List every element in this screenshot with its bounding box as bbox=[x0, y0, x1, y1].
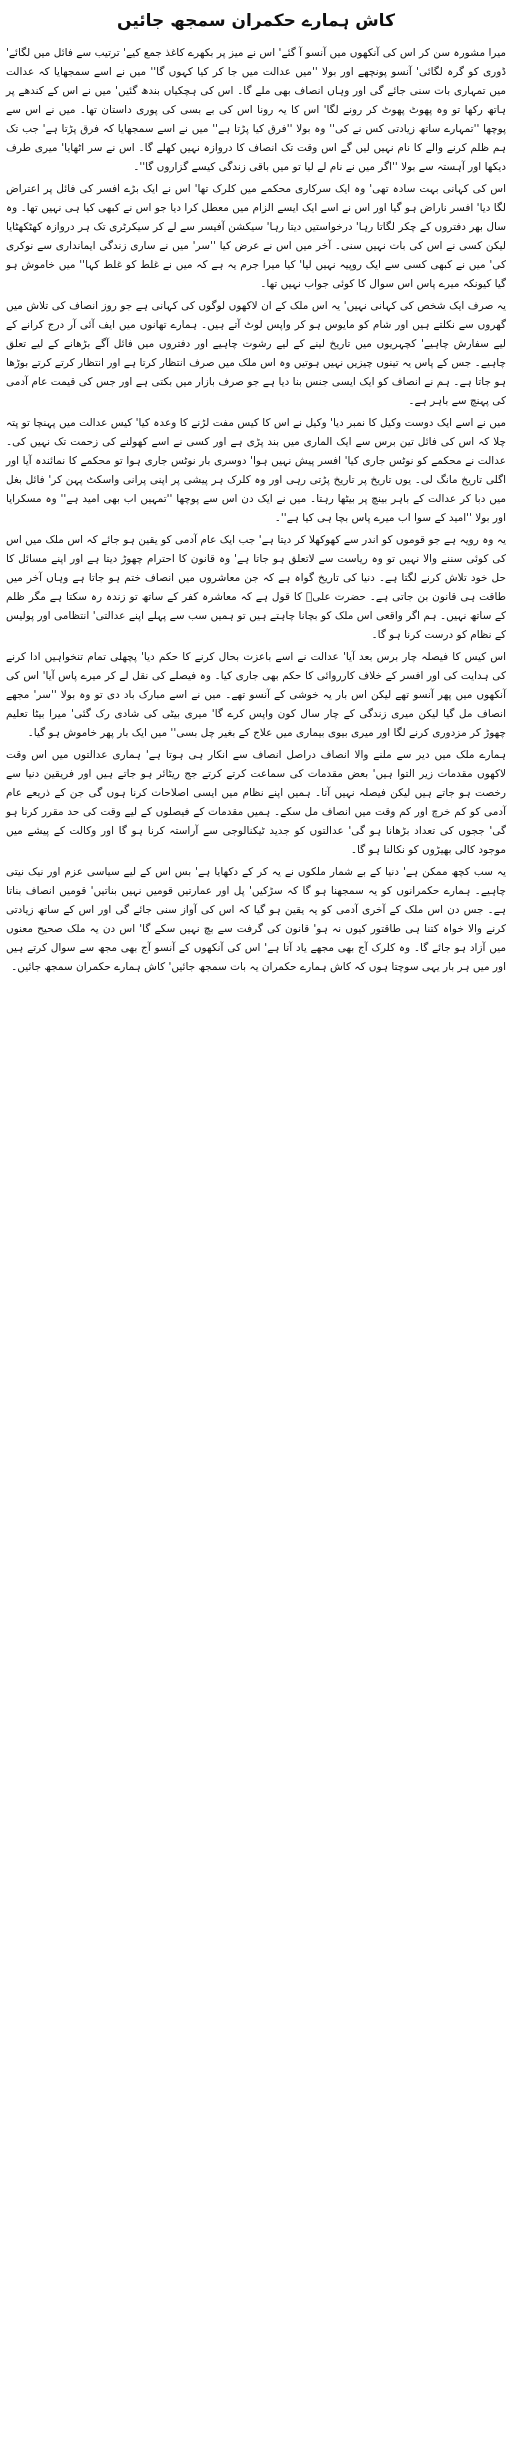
article-paragraph: میں نے اسے ایک دوست وکیل کا نمبر دیا' وکیل نے اس کا کیس مفت لڑنے کا وعدہ کیا' کیس عدالت میں پہنچا تو پتہ چلا کہ اس کی فائل تین برس سے ایک الماری میں بند پڑی ہے اور کسی نے اسے کھولنے کی زحمت تک نہیں کی۔ عدالت نے محکمے کو نوٹس جاری کیا' افسر پیش نہیں ہوا' دوسری بار نوٹس جاری ہوا تو محکمے کا نمائندہ آیا اور اگلی تاریخ مانگ لی۔ یوں تاریخ پر تاریخ پڑتی رہی اور وہ کلرک ہر پیشی پر اپنی پرانی واسکٹ پہن کر' فائل بغل میں دبا کر عدالت کے باہر بینچ پر بیٹھا رہتا۔ میں نے ایک دن اس سے پوچھا ''تمہیں اب بھی امید ہے'' وہ مسکرایا اور بولا ''امید کے سوا اب میرے پاس بچا ہی کیا ہے''۔ bbox=[6, 417, 506, 524]
article-paragraph: میرا مشورہ سن کر اس کی آنکھوں میں آنسو آ گئے' اس نے میز پر بکھرے کاغذ جمع کیے' ترتیب سے فائل میں لگائے' ڈوری کو گرہ لگائی' آنسو پونچھے اور بولا ''میں عدالت میں جا کر کیا کہوں گا'' میں نے اسے سمجھایا کہ عدالت میں تمہاری بات سنی جائے گی اور وہاں انصاف بھی ملے گا۔ اس کی ہچکیاں بندھ گئیں' میں نے اس کے کندھے پر ہاتھ رکھا تو وہ پھوٹ پھوٹ کر رونے لگا' اس کا یہ رونا اس کی بے بسی کی پوری داستان تھا۔ میں نے اس سے پوچھا ''تمہارے ساتھ زیادتی کس نے کی'' وہ بولا ''فرق کیا پڑتا ہے'' میں نے اسے سمجھایا کہ فرق پڑتا ہے' جب تک ہم ظلم کرنے والے کا نام نہیں لیں گے اس وقت تک انصاف کا دروازہ نہیں کھلے گا۔ اس نے سر اٹھایا' میری طرف دیکھا اور آہستہ سے بولا ''اگر میں نے نام لے لیا تو میں باقی زندگی کیسے گزاروں گا''۔ bbox=[6, 47, 506, 173]
article-paragraph: یہ وہ رویہ ہے جو قوموں کو اندر سے کھوکھلا کر دیتا ہے' جب ایک عام آدمی کو یقین ہو جائے کہ اس ملک میں اس کی کوئی سننے والا نہیں تو وہ ریاست سے لاتعلق ہو جاتا ہے' وہ قانون کا احترام چھوڑ دیتا ہے اور اپنے مسائل کا حل خود تلاش کرنے لگتا ہے۔ دنیا کی تاریخ گواہ ہے کہ جن معاشروں میں انصاف ختم ہو جاتا ہے وہاں آخر میں طاقت ہی قانون بن جاتی ہے۔ حضرت علیؓ کا قول ہے کہ معاشرہ کفر کے ساتھ تو زندہ رہ سکتا ہے مگر ظلم کے ساتھ نہیں۔ ہم اگر واقعی اس ملک کو بچانا چاہتے ہیں تو ہمیں سب سے پہلے اپنے عدالتی' انتظامی اور پولیس کے نظام کو درست کرنا ہو گا۔ bbox=[6, 534, 506, 641]
article-title: کاش ہمارے حکمران سمجھ جائیں bbox=[117, 11, 395, 31]
article-paragraph: یہ سب کچھ ممکن ہے' دنیا کے بے شمار ملکوں نے یہ کر کے دکھایا ہے' بس اس کے لیے سیاسی عزم اور نیک نیتی چاہیے۔ ہمارے حکمرانوں کو یہ سمجھنا ہو گا کہ سڑکیں' پل اور عمارتیں قومیں نہیں بناتیں' قومیں انصاف بناتا ہے۔ جس دن اس ملک کے آخری آدمی کو یہ یقین ہو گیا کہ اس کی آواز سنی جائے گی اور اس کے ساتھ زیادتی کرنے والا خواہ کتنا ہی طاقتور کیوں نہ ہو' قانون کی گرفت سے بچ نہیں سکے گا' اس دن یہ ملک صحیح معنوں میں آزاد ہو جائے گا۔ وہ کلرک آج بھی مجھے یاد آتا ہے' اس کی آنکھوں کے آنسو آج بھی مجھ سے سوال کرتے ہیں اور میں ہر بار یہی سوچتا ہوں کہ کاش ہمارے حکمران یہ بات سمجھ جائیں' کاش ہمارے حکمران سمجھ جائیں۔ bbox=[6, 866, 506, 973]
article-paragraph: اس کیس کا فیصلہ چار برس بعد آیا' عدالت نے اسے باعزت بحال کرنے کا حکم دیا' پچھلی تمام تنخواہیں ادا کرنے کی ہدایت کی اور افسر کے خلاف کارروائی کا حکم بھی جاری کیا۔ وہ فیصلے کی نقل لے کر میرے پاس آیا' اس کی آنکھوں میں پھر آنسو تھے لیکن اس بار یہ خوشی کے آنسو تھے۔ میں نے اسے مبارک باد دی تو وہ بولا ''سر' مجھے انصاف مل گیا لیکن میری زندگی کے چار سال کون واپس کرے گا' میری بیٹی کی شادی رک گئی' میرا بیٹا تعلیم چھوڑ کر مزدوری کرنے لگا اور میری بیوی بیماری میں علاج کے بغیر چل بسی'' میں ایک بار پھر خاموش ہو گیا۔ bbox=[6, 651, 506, 739]
article-paragraph: یہ صرف ایک شخص کی کہانی نہیں' یہ اس ملک کے ان لاکھوں لوگوں کی کہانی ہے جو روز انصاف کی تلاش میں گھروں سے نکلتے ہیں اور شام کو مایوس ہو کر واپس لوٹ آتے ہیں۔ ہمارے تھانوں میں ایف آئی آر درج کرانے کے لیے سفارش چاہیے' کچہریوں میں تاریخ لینے کے لیے رشوت چاہیے اور دفتروں میں فائل آگے بڑھانے کے لیے تعلق چاہیے۔ جس کے پاس یہ تینوں چیزیں نہیں ہوتیں وہ اس ملک میں صرف انتظار کرتا ہے اور انتظار کرتے کرتے بوڑھا ہو جاتا ہے۔ ہم نے انصاف کو ایک ایسی جنس بنا دیا ہے جو صرف بازار میں بکتی ہے اور جس کی قیمت عام آدمی کی پہنچ سے باہر ہے۔ bbox=[6, 300, 506, 407]
article-paragraph: ہمارے ملک میں دیر سے ملنے والا انصاف دراصل انصاف سے انکار ہی ہوتا ہے' ہماری عدالتوں میں اس وقت لاکھوں مقدمات زیر التوا ہیں' بعض مقدمات کی سماعت کرتے کرتے جج ریٹائر ہو جاتے ہیں اور فریقین دنیا سے رخصت ہو جاتے ہیں لیکن فیصلہ نہیں آتا۔ ہمیں اپنے نظام میں ایسی اصلاحات کرنا ہوں گی جن کے ذریعے عام آدمی کو کم خرچ اور کم وقت میں انصاف مل سکے۔ ہمیں مقدمات کے فیصلوں کے لیے وقت کی حد مقرر کرنا ہو گی' ججوں کی تعداد بڑھانا ہو گی' عدالتوں کو جدید ٹیکنالوجی سے آراستہ کرنا ہو گا اور وکالت کے پیشے میں موجود کالی بھیڑوں کو نکالنا ہو گا۔ bbox=[6, 749, 506, 856]
article-paragraph: اس کی کہانی بہت سادہ تھی' وہ ایک سرکاری محکمے میں کلرک تھا' اس نے ایک بڑے افسر کی فائل پر اعتراض لگا دیا' افسر ناراض ہو گیا اور اس نے اسے ایک ایسے الزام میں معطل کرا دیا جو اس نے کبھی کیا ہی نہیں تھا۔ وہ سال بھر دفتروں کے چکر لگاتا رہا' درخواستیں دیتا رہا' سیکشن آفیسر سے لے کر سیکرٹری تک ہر دروازہ کھٹکھٹایا لیکن کسی نے اس کی بات نہیں سنی۔ آخر میں اس نے عرض کیا ''سر' میں نے ساری زندگی ایمانداری سے نوکری کی' میں نے کبھی کسی سے ایک روپیہ نہیں لیا' کیا میرا جرم یہ ہے کہ میں نے غلط کو غلط کہا'' میں خاموش ہو گیا کیونکہ میرے پاس اس سوال کا کوئی جواب نہیں تھا۔ bbox=[6, 183, 506, 290]
article-body bbox=[6, 44, 506, 977]
